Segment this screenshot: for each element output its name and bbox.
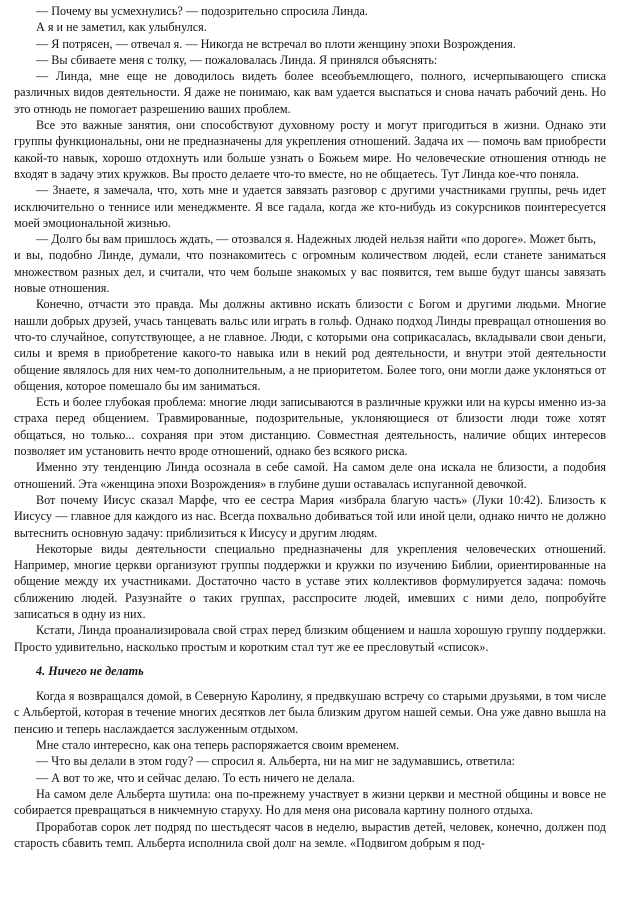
- paragraph: На самом деле Альберта шутила: она по-прежнему участвует в жизни церкви и местной общины и вовсе не собирается превращаться в никчемную старуху. Но для меня она рисовала картину полного отдыха.: [14, 786, 606, 818]
- paragraph: Есть и более глубокая проблема: многие люди записываются в различные кружки или на курсы именно из-за страха перед общением. Травмированные, подозрительные, уклоняющиеся от близости люди тоже хотят общаться, но только... сохраняя при этом дистанцию. Совместная деятельность, наличие общих интересов позволяет им установить нечто вроде отношений, однако без всякого риска.: [14, 395, 606, 459]
- paragraph: А я и не заметил, как улыбнулся.: [36, 20, 207, 35]
- paragraph: — Вы сбиваете меня с толку, — пожаловалась Линда. Я принялся объяснять:: [36, 52, 438, 67]
- paragraph: — Почему вы усмехнулись? — подозрительно спросила Линда.: [36, 4, 368, 18]
- paragraph: Когда я возвращался домой, в Северную Каролину, я предвкушаю встречу со старыми друзьями, в том числе с Альбертой, которая в течение многих десятков лет была близким другом нашей семьи. Она уже давно вышла на пенсию и теперь наслаждается заслуженным отдыхом.: [14, 689, 606, 736]
- paragraph: — Знаете, я замечала, что, хоть мне и удается завязать разговор с другими участниками группы, речь идет исключительно о теннисе или менеджменте. Я все гадала, когда же кто-нибудь из сокурсников поинтересуется моей эмоциональной жизнью.: [14, 183, 606, 230]
- paragraph: Некоторые виды деятельности специально предназначены для укрепления человеческих отношений. Например, многие церкви организуют группы поддержки и кружки по изучению Библии, ориентированные на общение между их участниками. Достаточно часто в уставе этих коллективов формулируется задача: помочь сближению людей. Разузнайте о таких группах, расспросите людей, имевших с ними дело, попробуйте записаться в одну из них.: [14, 541, 606, 621]
- paragraph: Кстати, Линда проанализировала свой страх перед близким общением и нашла хорошую группу поддержки. Просто удивительно, насколько простым и коротким стал тут же ее пресловутый «список».: [14, 623, 606, 654]
- paragraph: Вот почему Иисус сказал Марфе, что ее сестра Мария «избрала благую часть» (Луки 10:42). Близость к Иисусу — главное для каждого из нас. Всегда похвально добиваться той или иной цели, однако ничто не должно вытеснить основную задачу: приблизиться к Иисусу и другим людям.: [14, 492, 606, 540]
- paragraph: Именно эту тенденцию Линда осознала в себе самой. На самом деле она искала не близости, а подобия отношений. Эта «женщина эпохи Возрождения» в глубине души оставалась испуганной девочкой.: [14, 460, 606, 491]
- section-heading: 4. Ничего не делать: [36, 663, 144, 678]
- paragraph: — Я потрясен, — отвечал я. — Никогда не встречал во плоти женщину эпохи Возрождения.: [36, 36, 516, 51]
- paragraph: Проработав сорок лет подряд по шестьдесят часов в неделю, вырастив детей, человек, конечно, должен под старость сбавить темп. Альберта исполнила свой долг на земле. «Подвигом добрым я под-: [14, 819, 606, 850]
- paragraph: — Линда, мне еще не доводилось видеть более всеобъемлющего, полного, исчерпывающего списка различных видов деятельности. Я даже не понимаю, как вам удается выспаться и снова начать рабочий день. Но это отнюдь не помогает разрешению ваших проблем.: [14, 69, 606, 116]
- paragraph: Все это важные занятия, они способствуют духовному росту и могут пригодиться в жизни. Однако эти группы функциональны, они не предназначены для укрепления отношений. Задача их — помочь вам приобрести какой-то навык, хорошо отдохнуть или больше узнать о Божьем мире. Но человеческие отношения отнюдь не входят в задачу этих кружков. Вы просто делаете что-то вместе, но не общаетесь. Тут Линда кое-что поняла.: [14, 118, 606, 181]
- paragraph: — Что вы делали в этом году? — спросил я. Альберта, ни на миг не задумавшись, ответила:: [36, 754, 516, 769]
- paragraph: Мне стало интересно, как она теперь распоряжается своим временем.: [36, 738, 400, 753]
- paragraph: Конечно, отчасти это правда. Мы должны активно искать близости с Богом и другими людьми. Многие нашли добрых друзей, учась танцевать вальс или играть в гольф. Однако подход Линды превращал отношения во что-то случайное, сопутствующее, а не главное. Люди, с которыми она соприкасалась, вкладывали свои деньги, силы и время в приобретение какого-то навыка или в некий род деятельности, и внутри этой деятельности общение являлось для них чем-то дополнительным, а не приоритетом. Более того, они могли даже уклоняться от общения, которое помешало бы им заниматься.: [14, 297, 606, 393]
- paragraph-continuation: и вы, подобно Линде, думали, что познакомитесь с огромным количеством людей, если станете заниматься множеством разных дел, и считали, что чем больше знакомых у вас появится, тем выше будут шансы завязать новые отношения.: [14, 248, 606, 296]
- paragraph: — Долго бы вам пришлось ждать, — отозвался я. Надежных людей нельзя найти «по дороге». Может быть,: [36, 232, 597, 247]
- paragraph: — А вот то же, что и сейчас делаю. То есть ничего не делала.: [36, 770, 355, 785]
